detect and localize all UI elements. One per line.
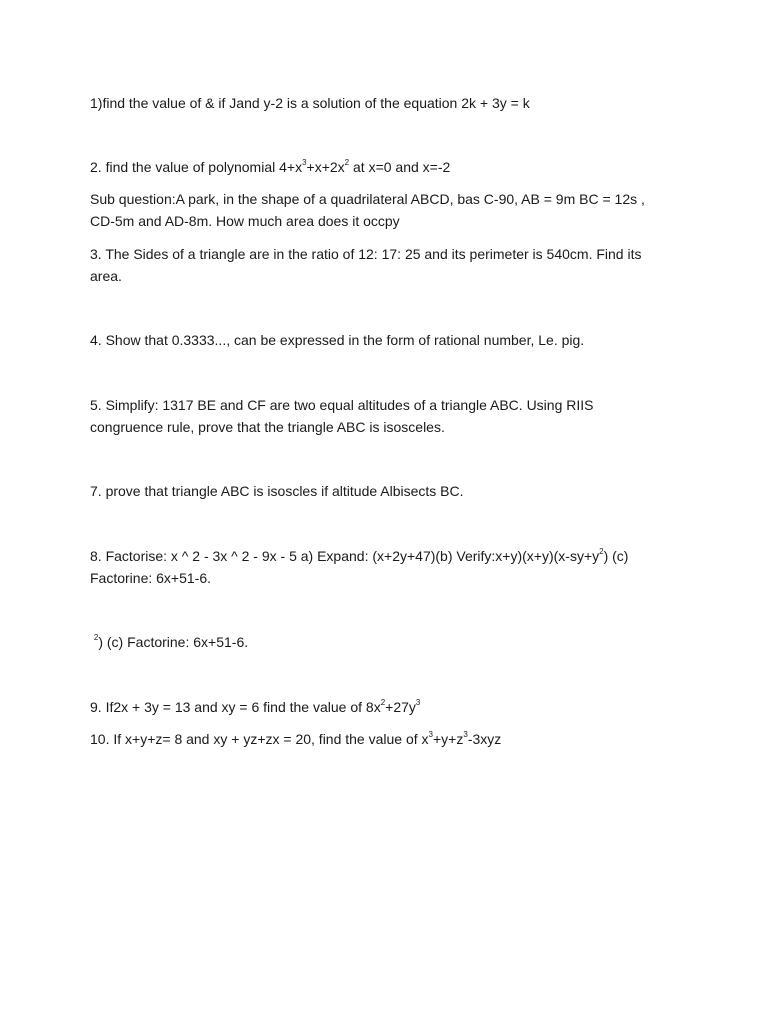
question-2-exponent-1: 3 — [302, 158, 307, 168]
question-10 — [90, 728, 670, 750]
question-8 — [90, 545, 670, 589]
sub-question — [90, 188, 670, 232]
question-2-text-c: at x=0 and x=-2 — [349, 159, 451, 175]
question-2-text-b: +x+2x — [306, 159, 345, 175]
question-8-text-b: ) (c) Factorine: 6x+51-6. — [90, 548, 629, 586]
question-9-text-a: 9. If2x + 3y = 13 and xy = 6 find the value of 8x — [90, 699, 381, 715]
question-4 — [90, 329, 670, 351]
question-8-text-a: 8. Factorise: x ^ 2 - 3x ^ 2 - 9x - 5 a) Expand: (x+2y+47)(b) Verify:x+y)(x+y)(x-sy+y — [90, 548, 600, 564]
question-5-text: 5. Simplify: 1317 BE and CF are two equal altitudes of a triangle ABC. Using RIIS congruence rule, prove that the triangle ABC is isosceles. — [90, 397, 594, 435]
question-9 — [90, 696, 670, 718]
question-5 — [90, 394, 670, 438]
question-7 — [90, 480, 670, 502]
question-1-text: 1)find the value of & if Jand y-2 is a solution of the equation 2k + 3y = k — [90, 95, 530, 111]
question-8-exponent: 2 — [599, 547, 604, 557]
question-8-fragment — [90, 631, 670, 653]
question-7-text: 7. prove that triangle ABC is isoscles if altitude Albisects BC. — [90, 483, 464, 499]
question-9-exponent-2: 3 — [415, 698, 421, 708]
question-10-exponent-2: 3 — [463, 730, 468, 740]
question-2-exponent-2: 2 — [344, 158, 350, 168]
question-2 — [90, 156, 670, 178]
fragment-text: ) (c) Factorine: 6x+51-6. — [98, 634, 249, 650]
question-9-text-b: +27y — [385, 699, 416, 715]
question-3-text: 3. The Sides of a triangle are in the ratio of 12: 17: 25 and its perimeter is 540cm. Find its area. — [90, 246, 642, 284]
question-10-text-b: +y+z — [433, 731, 464, 747]
question-10-text-a: 10. If x+y+z= 8 and xy + yz+zx = 20, find the value of x — [90, 731, 429, 747]
sub-question-text: Sub question:A park, in the shape of a quadrilateral ABCD, bas C-90, AB = 9m BC = 12s , CD-5m and AD-8m. How much area does it occpy — [90, 191, 645, 229]
question-3 — [90, 243, 670, 287]
question-9-exponent-1: 2 — [380, 698, 386, 708]
question-2-text-a: 2. find the value of polynomial 4+x — [90, 159, 303, 175]
question-4-text: 4. Show that 0.3333..., can be expressed in the form of rational number, Le. pig. — [90, 332, 585, 348]
question-10-exponent-1: 3 — [428, 730, 433, 740]
fragment-exponent: 2 — [93, 633, 99, 643]
question-1 — [90, 92, 670, 114]
question-10-text-c: -3xyz — [467, 731, 502, 747]
